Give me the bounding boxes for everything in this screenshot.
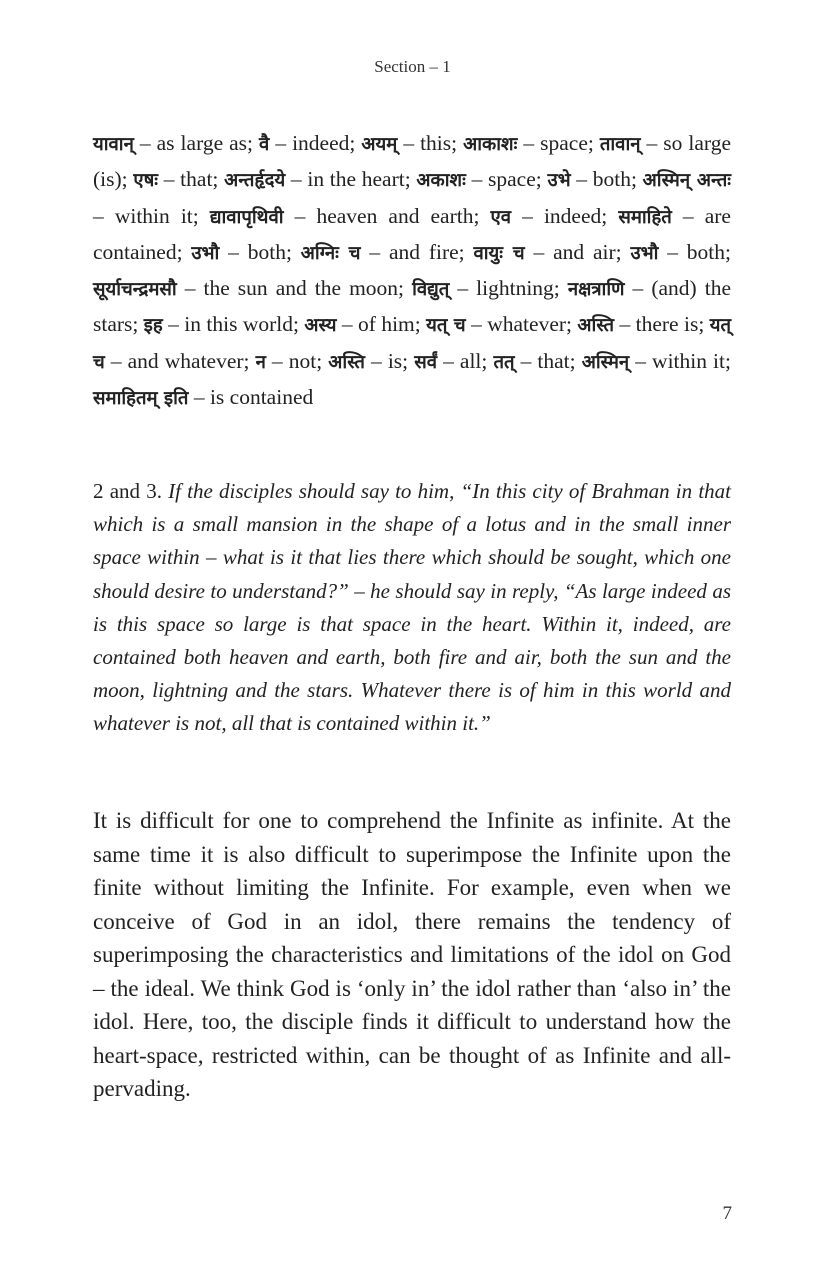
glossary-term: सर्वं [414,351,438,373]
glossary-term: तावान् [599,134,641,155]
glossary-term: वायुः च [473,242,525,264]
glossary-meaning: – are contained; [93,203,731,264]
running-header: Section – 1 [374,57,451,76]
word-glossary [93,126,731,416]
glossary-meaning: – in the heart; [285,167,417,192]
glossary-meaning: – that; [514,348,582,373]
glossary-term: अस्य [304,315,337,337]
glossary-term: एव [490,206,512,228]
verse-number: 2 and 3. [93,479,162,503]
glossary-meaning: – indeed; [511,203,619,228]
glossary-term: उभे [547,170,571,192]
glossary-term: उभौ [191,242,220,264]
glossary-term: यत् च [426,315,466,337]
glossary-meaning: – is contained [188,385,314,410]
glossary-meaning: – all; [437,348,494,373]
glossary-meaning: – within it; [93,203,210,228]
glossary-term: अस्मिन् अन्तः [642,170,731,192]
glossary-meaning: – this; [397,131,464,155]
commentary-paragraph: It is difficult for one to comprehend the Infinite as infinite. At the same time it is also difficult to superimpose the Infinite upon the finite without limiting the Infinite. For example, even when we conceive of God in an idol, there remains the tendency of superimposing the characteristics and limitations of the idol on God – the ideal. We think God is ‘only in’ the idol rather than ‘also in’ the idol. Here, too, the disciple finds it difficult to understand how the heart-space, restricted within, can be thought of as Infinite and all-pervading. [93,808,731,1101]
glossary-meaning: – whatever; [465,312,578,337]
glossary-meaning: – and fire; [360,239,474,264]
glossary-meaning: – lightning; [449,276,568,301]
glossary-meaning: – both; [658,239,731,264]
glossary-term: उभौ [630,242,659,264]
verse-text: If the disciples should say to him, “In this city of Brahman in that which is a small mansion in the shape of a lotus and in the small inner space within – what is it that lies there which should be sought, which one should desire to understand?” – he should say in reply, “As large indeed as is this space so large is that space in the heart. Within it, indeed, are contained both heaven and earth, both fire and air, both the sun and the moon, lightning and the stars. Whatever there is of him in this world and whatever is not, all that is contained within it.” [93,479,732,736]
glossary-term: अन्तर्हृदये [224,170,286,192]
glossary-term: अकाशः [416,170,466,192]
verse-translation [93,475,731,741]
glossary-term: वै [259,134,270,155]
glossary-meaning: – both; [570,167,643,192]
glossary-term: यत् च [93,315,732,373]
glossary-meaning: – both; [219,239,301,264]
glossary-meaning: – not; [265,348,329,373]
glossary-meaning: – and whatever; [104,348,256,373]
glossary-meaning: – as large as; [133,131,260,155]
glossary-meaning: – there is; [614,312,710,337]
glossary-meaning: – heaven and earth; [283,203,491,228]
glossary-meaning: – indeed; [269,131,362,155]
glossary-term: इह [143,315,163,337]
glossary-term: यावान् [93,134,134,155]
glossary-meaning: – space; [465,167,548,192]
glossary-term: अयम् [361,134,398,155]
glossary-meaning: – that; [158,167,225,192]
glossary-term: सूर्याचन्द्रमसौ [93,279,177,301]
glossary-term: एषः [133,170,159,192]
glossary-meaning: – the sun and the moon; [176,276,413,301]
glossary-term: नक्षत्राणि [567,279,625,301]
glossary-meaning: – space; [517,131,600,155]
glossary-term: द्यावापृथिवी [209,206,284,228]
glossary-term: समाहिते [618,206,672,228]
glossary-meaning: – is; [364,348,415,373]
glossary-meaning: – of him; [336,312,427,337]
glossary-meaning: – (and) the stars; [93,276,731,337]
glossary-term: अस्मिन् [581,351,630,373]
glossary-meaning: – in this world; [162,312,305,337]
glossary-term: अस्ति [328,351,365,373]
glossary-term: तत् [493,351,515,373]
page-number: 7 [722,1203,732,1224]
glossary-term: न [255,351,266,373]
glossary-term: अग्निः च [300,242,361,264]
glossary-term: आकाशः [463,134,518,155]
glossary-term: समाहितम् इति [93,388,189,410]
glossary-meaning: – so large (is); [93,131,731,192]
glossary-meaning: – within it; [629,348,731,373]
glossary-term: अस्ति [577,315,615,337]
glossary-meaning: – and air; [524,239,631,264]
glossary-term: विद्युत् [412,279,450,301]
